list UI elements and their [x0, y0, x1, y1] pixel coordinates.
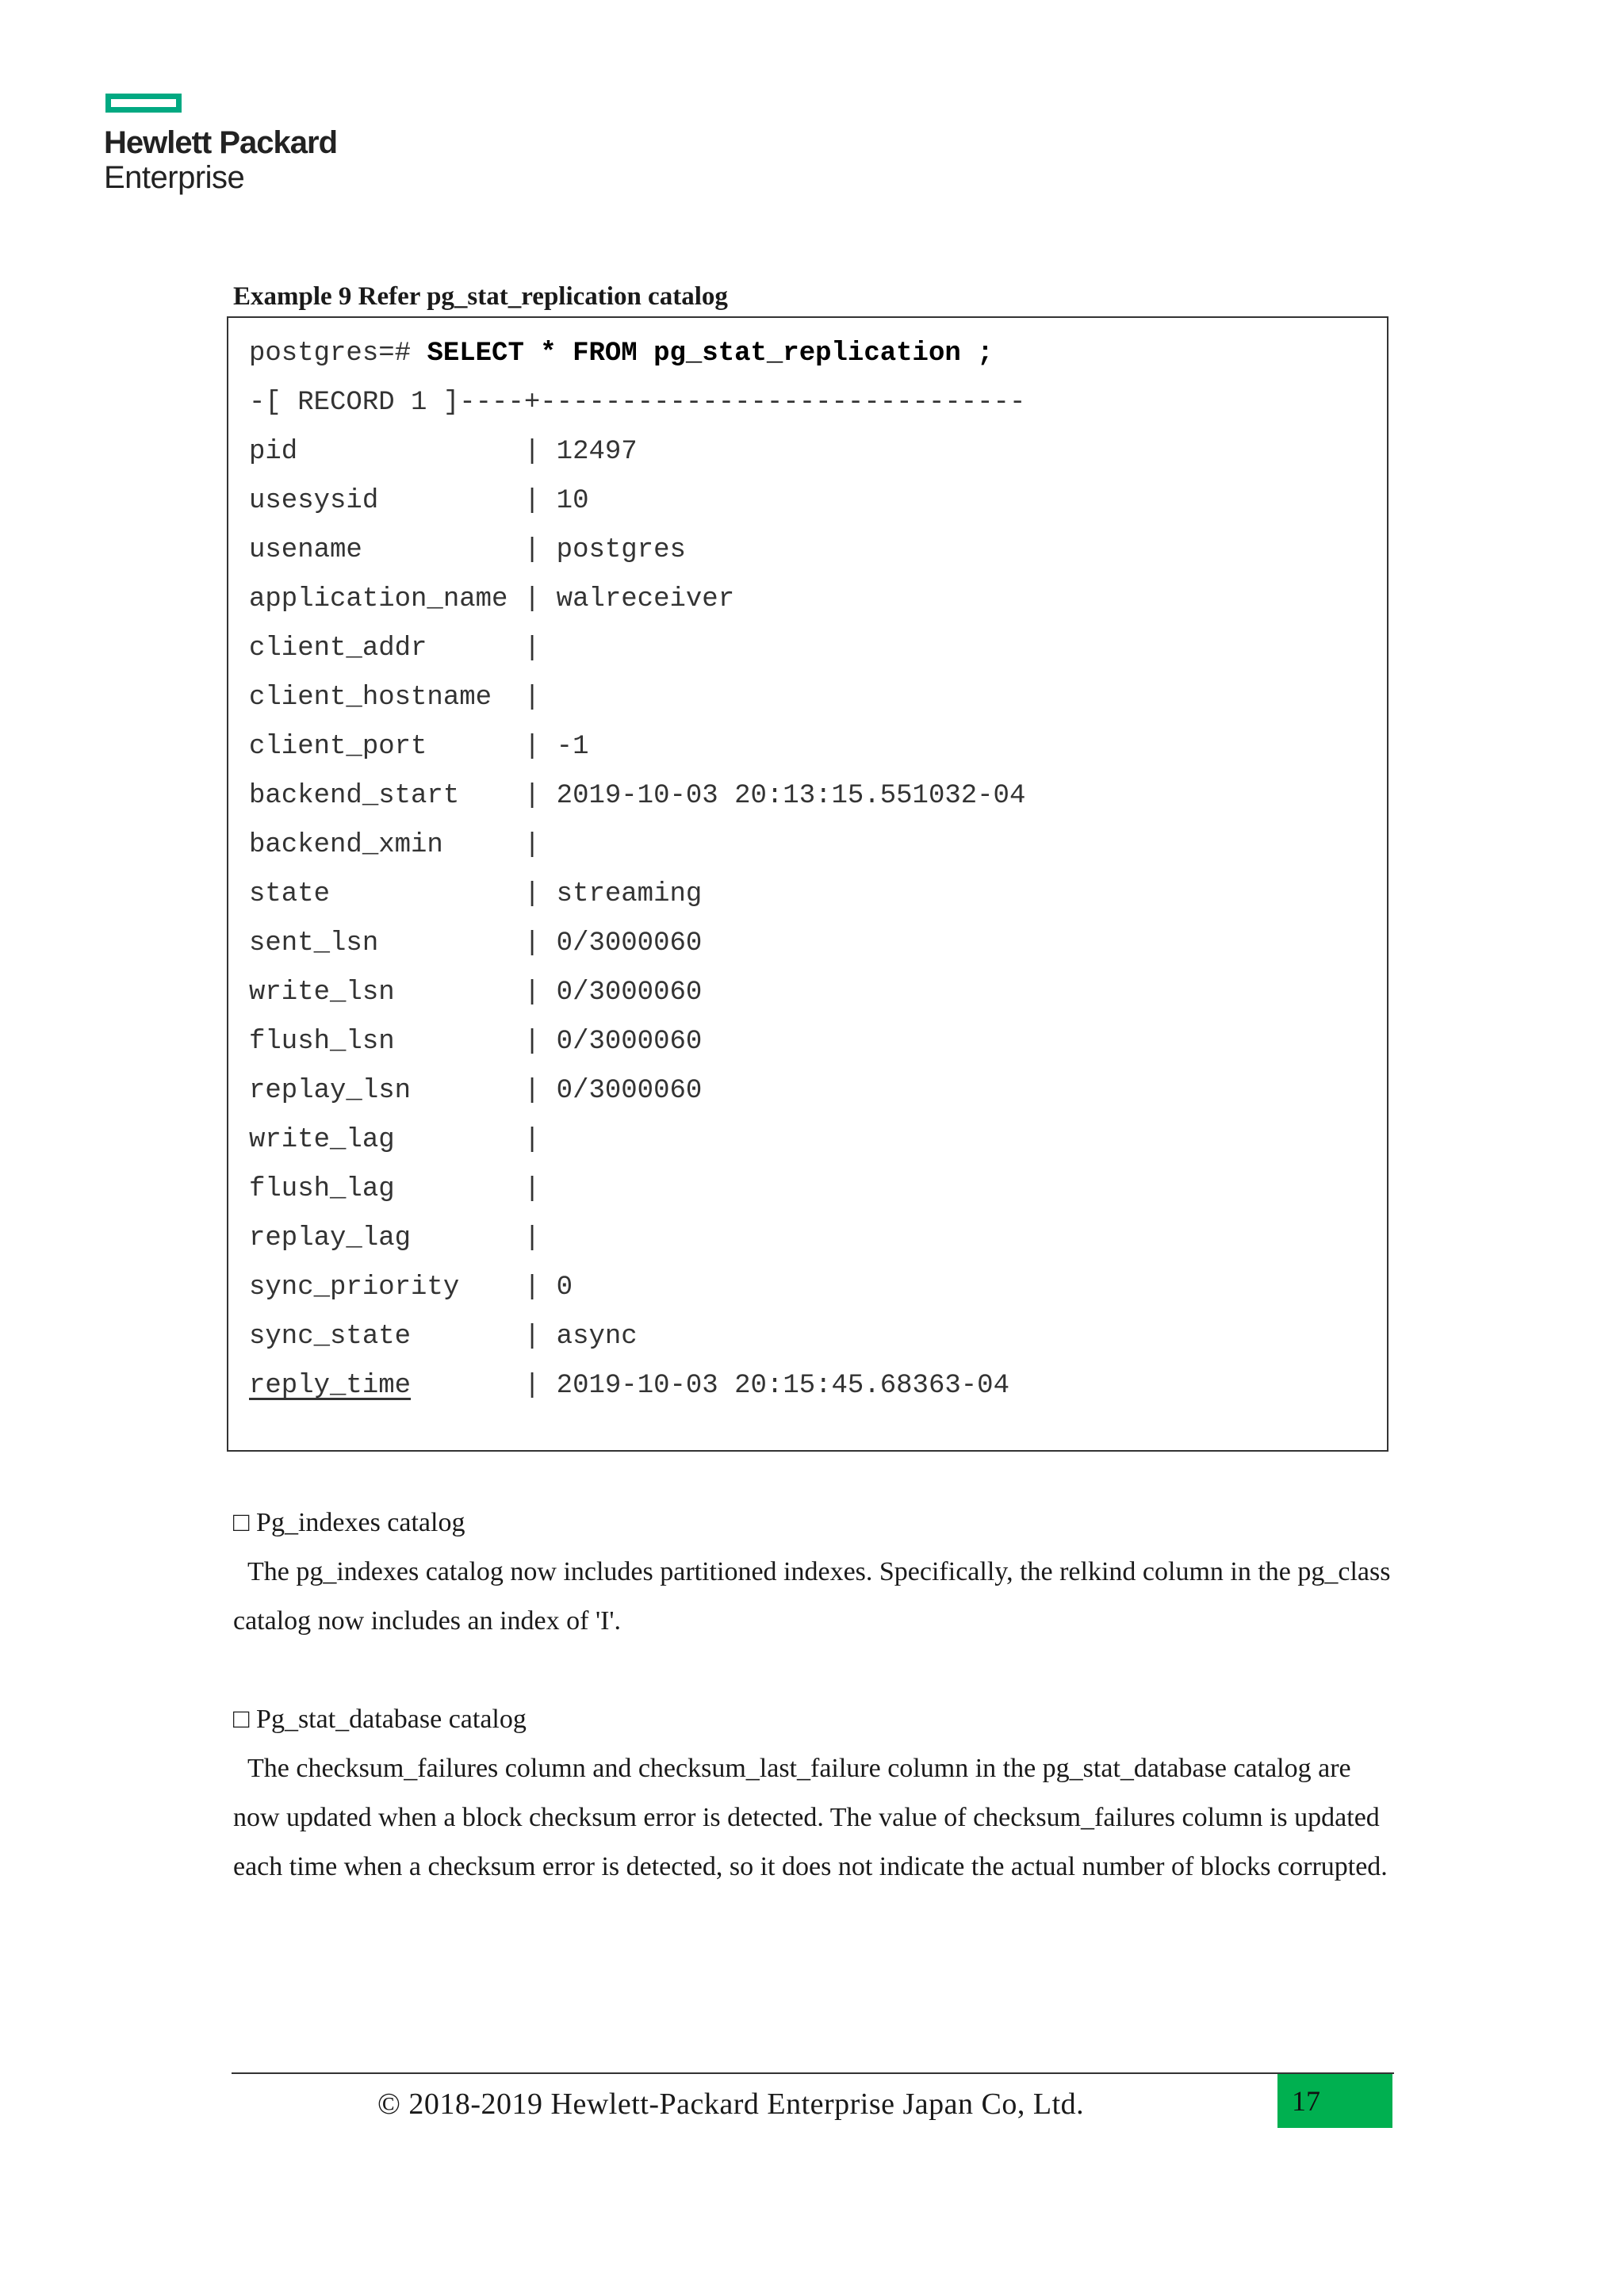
code-command-line [249, 329, 1025, 378]
code-block [227, 316, 1388, 1452]
code-row: replay_lag | [249, 1223, 541, 1253]
code-row-last [249, 1361, 1025, 1410]
code-command: SELECT * FROM pg_stat_replication ; [427, 339, 994, 369]
section-pg-stat-database [233, 1695, 1391, 1892]
code-row: backend_xmin | [249, 830, 541, 860]
footer-divider [232, 2072, 1394, 2074]
code-row: application_name | walreceiver [249, 584, 735, 614]
section-heading: □ Pg_stat_database catalog [233, 1705, 527, 1734]
code-row: pid | 12497 [249, 437, 638, 467]
code-row: flush_lag | [249, 1174, 541, 1204]
page-number-badge: 17 [1277, 2074, 1392, 2128]
hpe-logo [104, 94, 337, 195]
code-prompt: postgres=# [249, 339, 427, 369]
code-row: sync_priority | 0 [249, 1272, 573, 1303]
logo-line1: Hewlett Packard [104, 125, 338, 160]
section-body: The pg_indexes catalog now includes partitioned indexes. Specifically, the relkind column in the pg_class catalog now includes an index of 'I'. [233, 1557, 1391, 1636]
code-value-reply-time: | 2019-10-03 20:15:45.68363-04 [411, 1371, 1009, 1401]
code-row: client_port | -1 [249, 732, 589, 762]
code-row: client_hostname | [249, 683, 541, 713]
code-row: write_lsn | 0/3000060 [249, 978, 703, 1008]
code-row: backend_start | 2019-10-03 20:13:15.551032-04 [249, 781, 1026, 811]
hpe-logo-mark [105, 94, 182, 113]
code-content [249, 329, 1025, 1410]
code-row: state | streaming [249, 879, 703, 909]
code-field-reply-time: reply_time [249, 1371, 412, 1401]
code-row: sync_state | async [249, 1322, 638, 1352]
code-row: flush_lsn | 0/3000060 [249, 1027, 703, 1057]
section-heading: □ Pg_indexes catalog [233, 1508, 465, 1537]
logo-line2: Enterprise [104, 160, 245, 195]
code-row: client_addr | [249, 633, 541, 664]
code-row: replay_lsn | 0/3000060 [249, 1076, 703, 1106]
code-row: usename | postgres [249, 535, 686, 565]
example-caption: Example 9 Refer pg_stat_replication catalog [233, 282, 728, 311]
code-row: write_lag | [249, 1125, 541, 1155]
section-body: The checksum_failures column and checksum_last_failure column in the pg_stat_database catalog are now updated when a block checksum error is detected. The value of checksum_failures column is updated each time when a checksum error is detected, so it does not indicate the actual number of blocks corrupted. [233, 1754, 1388, 1881]
section-pg-indexes [233, 1498, 1391, 1646]
code-record-header: -[ RECORD 1 ]----+------------------------------ [249, 388, 1026, 418]
code-row: sent_lsn | 0/3000060 [249, 928, 703, 959]
code-row: usesysid | 10 [249, 486, 589, 516]
footer-copyright: © 2018-2019 Hewlett-Packard Enterprise Japan Co, Ltd. [377, 2087, 1085, 2121]
